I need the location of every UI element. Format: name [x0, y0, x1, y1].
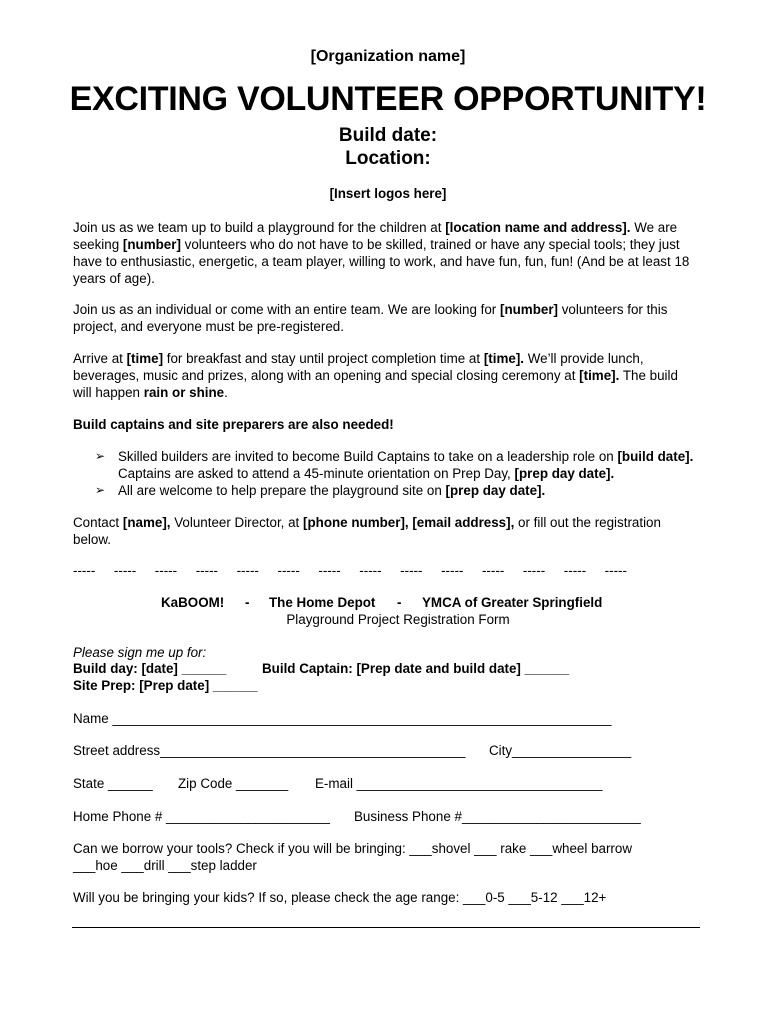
schedule-paragraph: [73, 350, 698, 401]
text-run: We’ll provide lunch, beverages, music and prizes, along with an opening and special closing ceremony at: [73, 351, 644, 383]
text-run: Skilled builders are invited to become Build Captains to take on a leadership role on: [118, 449, 618, 464]
tools-question[interactable]: Can we borrow your tools? Check if you will be bringing: ___shovel ___ rake ___wheel barrow: [73, 841, 632, 856]
intro-paragraph: [73, 219, 698, 287]
contact-paragraph: [73, 514, 698, 548]
captains-bullet-list: [95, 448, 695, 499]
organization-name: [Organization name]: [310, 48, 466, 65]
prep-day-placeholder: [prep day date].: [514, 466, 615, 481]
captains-heading: Build captains and site preparers are also needed!: [73, 417, 394, 432]
text-run: .: [224, 385, 228, 400]
logos-placeholder: [Insert logos here]: [329, 186, 447, 201]
text-run: Captains are asked to attend a 45-minute orientation on Prep Day,: [118, 466, 515, 481]
time-placeholder: [time].: [579, 368, 620, 383]
name-field[interactable]: Name ___________________________________________________________________: [73, 711, 612, 726]
state-field[interactable]: State ______: [73, 776, 153, 791]
number-placeholder: [number]: [122, 237, 181, 252]
sponsor-home-depot: The Home Depot: [269, 595, 376, 610]
text-run: Join us as we team up to build a playground for the children at: [73, 220, 446, 235]
text-run: Volunteer Director, at: [170, 515, 303, 530]
separator: -: [245, 595, 250, 610]
text-run: or fill out the registration below.: [73, 515, 661, 547]
number-placeholder: [number]: [499, 302, 559, 317]
text-run: for breakfast and stay until project completion time at: [163, 351, 484, 366]
contact-details-placeholder: [phone number], [email address],: [303, 515, 515, 530]
build-date-placeholder: [build date].: [617, 449, 694, 464]
bottom-divider: [72, 927, 700, 928]
sign-up-prompt: Please sign me up for:: [73, 645, 207, 660]
time-placeholder: [time].: [483, 351, 525, 366]
site-prep-option[interactable]: Site Prep: [Prep date] ______: [73, 678, 258, 693]
location-label: Location:: [345, 148, 431, 169]
prep-day-placeholder: [prep day date].: [445, 483, 546, 498]
form-title: Playground Project Registration Form: [286, 612, 510, 627]
separator: -: [397, 595, 402, 610]
text-run: We are seeking: [73, 220, 678, 252]
bullet-item: [95, 482, 695, 499]
build-date-label: Build date:: [338, 125, 438, 146]
cut-line: ----- ----- ----- ----- ----- ----- ----- ----- ----- ----- ----- ----- ----- -----: [73, 563, 627, 578]
time-placeholder: [time]: [126, 351, 164, 366]
text-run: Arrive at: [73, 351, 127, 366]
rain-or-shine: rain or shine: [143, 385, 225, 400]
location-placeholder: [location name and address].: [445, 220, 631, 235]
home-phone-field[interactable]: Home Phone # ______________________: [73, 809, 330, 824]
text-run: Contact: [73, 515, 123, 530]
headline: EXCITING VOLUNTEER OPPORTUNITY!: [69, 80, 707, 118]
text-run: All are welcome to help prepare the playground site on: [118, 483, 446, 498]
zip-code-field[interactable]: Zip Code _______: [178, 776, 289, 791]
sponsor-kaboom: KaBOOM!: [161, 595, 225, 610]
sponsor-ymca: YMCA of Greater Springfield: [422, 595, 603, 610]
team-paragraph: [73, 301, 698, 335]
name-placeholder: [name],: [122, 515, 171, 530]
text-run: The build will happen: [73, 368, 678, 400]
email-field[interactable]: E-mail _________________________________: [315, 776, 603, 791]
business-phone-field[interactable]: Business Phone #________________________: [354, 809, 641, 824]
text-run: volunteers for this project, and everyone must be pre-registered.: [73, 302, 668, 334]
text-run: Join us as an individual or come with an entire team. We are looking for: [73, 302, 500, 317]
kids-age-question[interactable]: Will you be bringing your kids? If so, please check the age range: ___0-5 ___5-12 ___12+: [73, 890, 607, 905]
bullet-item: [95, 448, 695, 482]
tools-options[interactable]: ___hoe ___drill ___step ladder: [73, 858, 257, 873]
build-captain-option[interactable]: Build Captain: [Prep date and build date] ______: [262, 661, 570, 676]
text-run: volunteers who do not have to be skilled, trained or have any special tools; they just have to enthusiastic, energetic, a team player, willing to work, and have fun, fun, fun! (And be at least 18 years of age).: [73, 237, 690, 286]
arrow-bullet-icon: ➢: [95, 483, 106, 497]
build-day-option[interactable]: Build day: [date] ______: [73, 661, 227, 676]
city-field[interactable]: City________________: [489, 743, 632, 758]
arrow-bullet-icon: ➢: [95, 449, 106, 463]
street-address-field[interactable]: Street address_________________________________________: [73, 743, 466, 758]
